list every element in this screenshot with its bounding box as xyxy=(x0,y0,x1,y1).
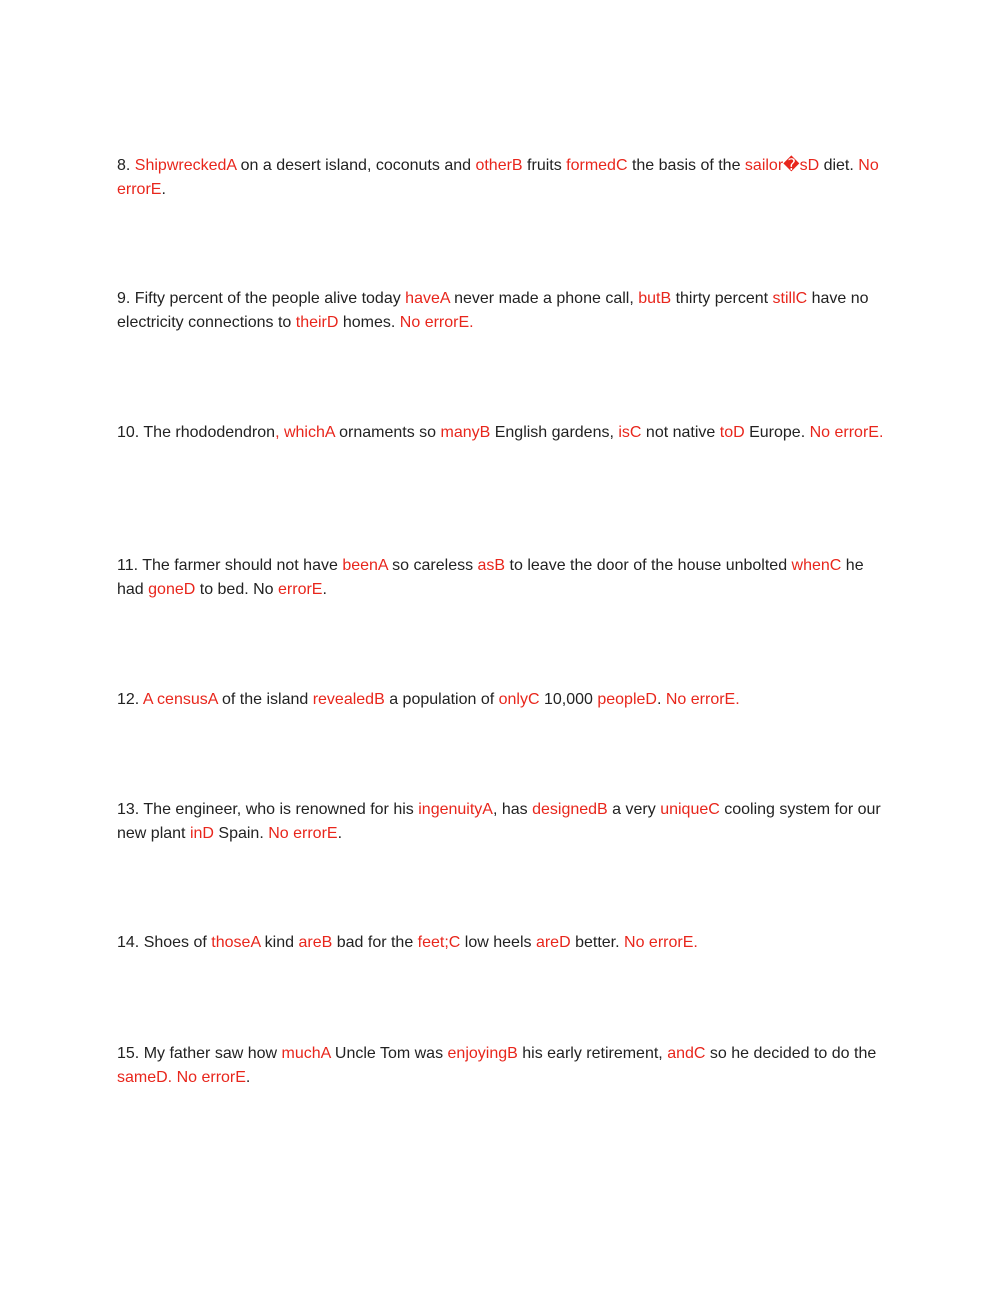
question-text: to leave the door of the house unbolted xyxy=(505,557,792,574)
answer-option-text: revealedB xyxy=(312,691,385,708)
question-text: 10,000 xyxy=(539,691,598,708)
answer-option-text: designedB xyxy=(532,801,608,818)
question-text: he had xyxy=(117,557,864,598)
answer-option-text: theirD xyxy=(295,314,339,331)
answer-option-text: butB xyxy=(638,290,672,307)
question-text: a population of xyxy=(384,691,499,708)
answer-option-text: formedC xyxy=(566,157,628,174)
question-15 xyxy=(117,1042,887,1090)
answer-option-text: ingenuityA xyxy=(418,801,493,818)
answer-option-text: areD xyxy=(535,934,571,951)
answer-option-text: otherB xyxy=(475,157,523,174)
answer-option-text: ShipwreckedA xyxy=(134,157,237,174)
question-text: , has xyxy=(492,801,533,818)
question-text: Spain. xyxy=(213,825,269,842)
question-8 xyxy=(117,154,887,202)
answer-option-text: isC xyxy=(618,424,642,441)
answer-option-text: inD xyxy=(189,825,214,842)
answer-option-text: muchA xyxy=(281,1045,331,1062)
question-text: bad for the xyxy=(332,934,418,951)
answer-option-text: manyB xyxy=(440,424,491,441)
question-text: English gardens, xyxy=(490,424,619,441)
answer-option-text: stillC xyxy=(772,290,808,307)
answer-option-text: No errorE. xyxy=(665,691,740,708)
question-text: 11. The farmer should not have xyxy=(117,557,343,574)
answer-option-text: sailor�sD xyxy=(744,157,820,174)
answer-option-text: No errorE. xyxy=(399,314,474,331)
answer-option-text: A censusA xyxy=(142,691,218,708)
answer-option-text: whenC xyxy=(791,557,842,574)
question-text: his early retirement, xyxy=(517,1045,668,1062)
question-text: homes. xyxy=(338,314,400,331)
answer-option-text: No errorE. xyxy=(624,934,698,951)
answer-option-text: No errorE. xyxy=(809,424,884,441)
answer-option-text: enjoyingB xyxy=(447,1045,518,1062)
answer-option-text: onlyC xyxy=(498,691,540,708)
question-text: . xyxy=(337,825,343,842)
answer-option-text: feet;C xyxy=(417,934,461,951)
question-text: have no electricity connections to xyxy=(117,290,869,331)
answer-option-text: errorE xyxy=(278,581,323,598)
question-9 xyxy=(117,287,887,335)
answer-option-text: , whichA xyxy=(275,424,335,441)
question-text: low heels xyxy=(460,934,536,951)
question-text: diet. xyxy=(819,157,859,174)
question-text: 15. My father saw how xyxy=(117,1045,282,1062)
question-text: 10. The rhododendron xyxy=(117,424,276,441)
answer-option-text: goneD xyxy=(148,581,196,598)
question-text: thirty percent xyxy=(671,290,773,307)
question-text: . xyxy=(245,1069,251,1086)
question-text: so he decided to do the xyxy=(705,1045,877,1062)
question-text: so careless xyxy=(387,557,478,574)
answer-option-text: toD xyxy=(719,424,745,441)
answer-option-text: asB xyxy=(477,557,506,574)
answer-option-text: andC xyxy=(667,1045,706,1062)
question-text: ornaments so xyxy=(334,424,441,441)
question-11 xyxy=(117,554,887,602)
question-text: . xyxy=(161,181,166,198)
question-text: cooling system for our new plant xyxy=(117,801,881,842)
question-text: fruits xyxy=(522,157,567,174)
question-text: not native xyxy=(641,424,720,441)
question-text: Uncle Tom was xyxy=(330,1045,448,1062)
question-text: of the island xyxy=(217,691,313,708)
question-text: the basis of the xyxy=(627,157,745,174)
answer-option-text: beenA xyxy=(342,557,388,574)
question-text: better. xyxy=(570,934,625,951)
question-text: . xyxy=(656,691,666,708)
answer-option-text: haveA xyxy=(405,290,450,307)
question-text: 12. xyxy=(117,691,143,708)
question-text: kind xyxy=(260,934,299,951)
question-text: a very xyxy=(607,801,661,818)
question-10 xyxy=(117,421,887,445)
question-text: 9. Fifty percent of the people alive today xyxy=(117,290,406,307)
question-12 xyxy=(117,688,887,712)
question-text: never made a phone call, xyxy=(449,290,639,307)
question-text: 14. Shoes of xyxy=(117,934,212,951)
answer-option-text: areB xyxy=(298,934,333,951)
question-14 xyxy=(117,931,887,955)
answer-option-text: No errorE xyxy=(117,157,879,198)
answer-option-text: thoseA xyxy=(211,934,261,951)
question-text: Europe. xyxy=(744,424,810,441)
question-text: 8. xyxy=(117,157,135,174)
question-13 xyxy=(117,798,887,846)
question-text: to bed. No xyxy=(195,581,279,598)
answer-option-text: sameD. No errorE xyxy=(117,1069,246,1086)
question-text: on a desert island, coconuts and xyxy=(236,157,476,174)
question-text: 13. The engineer, who is renowned for his xyxy=(117,801,419,818)
answer-option-text: No errorE xyxy=(268,825,338,842)
answer-option-text: uniqueC xyxy=(660,801,720,818)
answer-option-text: peopleD xyxy=(597,691,657,708)
question-text: . xyxy=(322,581,327,598)
